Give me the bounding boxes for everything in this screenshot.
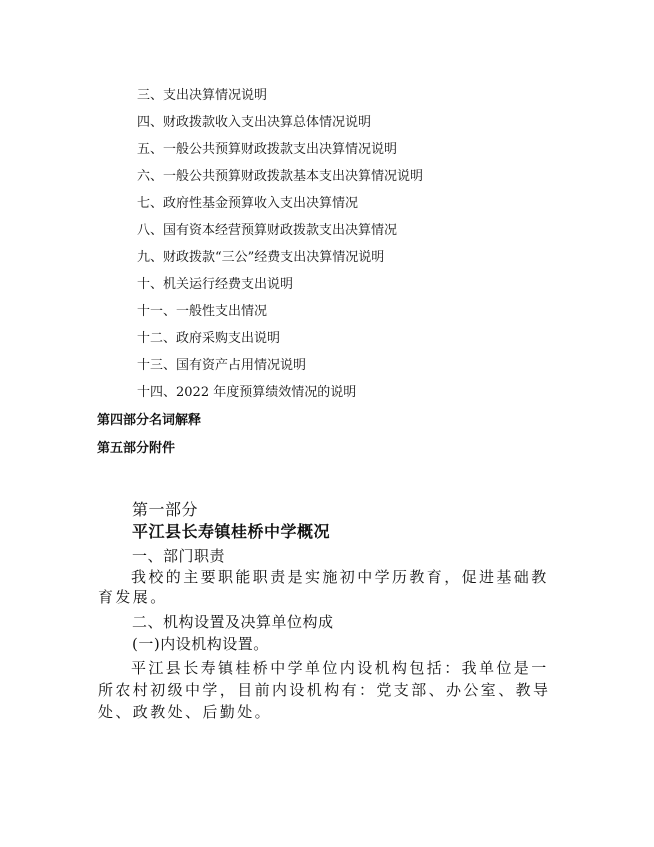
part-label: 第一部分 xyxy=(132,500,199,519)
toc-item: 八、国有资本经营预算财政拨款支出决算情况 xyxy=(137,223,398,238)
toc-item: 三、支出决算情况说明 xyxy=(137,88,268,103)
toc-item: 七、政府性基金预算收入支出决算情况 xyxy=(137,196,359,211)
section-heading: 二、机构设置及决算单位构成 xyxy=(132,613,334,631)
paragraph: 我校的主要职能职责是实施初中学历教育，促进基础教育发展。 xyxy=(98,568,549,606)
toc-item: 六、一般公共预算财政拨款基本支出决算情况说明 xyxy=(137,169,424,184)
paragraph: 平江县长寿镇桂桥中学单位内设机构包括：我单位是一所农村初级中学，目前内设机构有：党支部、办公室、教导处、政教处、后勤处。 xyxy=(98,659,551,721)
org-title: 平江县长寿镇桂桥中学概况 xyxy=(132,522,331,541)
toc-item: 十四、2022 年度预算绩效情况的说明 xyxy=(137,385,357,400)
toc-item: 九、财政拨款“三公”经费支出决算情况说明 xyxy=(137,250,385,265)
toc-part5-heading: 第五部分附件 xyxy=(97,441,176,456)
toc-part4-heading: 第四部分名词解释 xyxy=(97,413,202,428)
toc-item: 五、一般公共预算财政拨款支出决算情况说明 xyxy=(137,142,398,157)
section-heading: 一、部门职责 xyxy=(132,547,226,565)
toc-item: 十、机关运行经费支出说明 xyxy=(137,277,294,292)
toc-item: 十三、国有资产占用情况说明 xyxy=(137,358,307,373)
toc-item: 四、财政拨款收入支出决算总体情况说明 xyxy=(137,115,372,130)
toc-item: 十二、政府采购支出说明 xyxy=(137,331,281,346)
toc-item: 十一、一般性支出情况 xyxy=(137,304,268,319)
subsection-heading: (一)内设机构设置。 xyxy=(132,635,269,653)
